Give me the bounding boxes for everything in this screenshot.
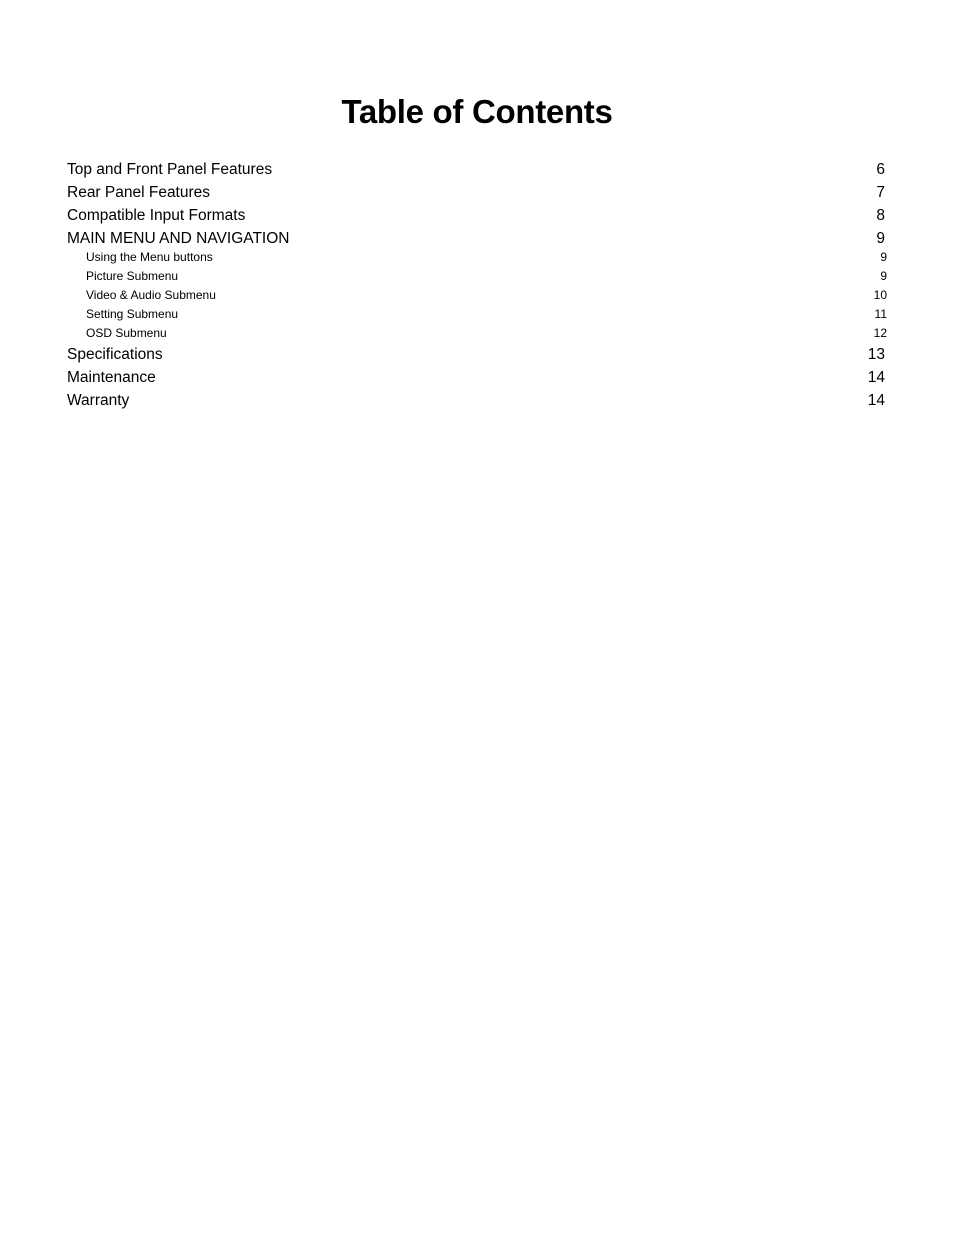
toc-entry-page-number: 11	[874, 307, 887, 321]
toc-entry-label: Using the Menu buttons	[86, 250, 213, 264]
toc-entry-warranty[interactable]	[67, 389, 885, 412]
toc-entry-label: OSD Submenu	[86, 326, 167, 340]
toc-entry-page-number: 9	[880, 269, 887, 283]
toc-entry-page-number: 12	[873, 326, 887, 340]
toc-entry-page-number: 6	[876, 161, 885, 178]
toc-entry-label: Video & Audio Submenu	[86, 288, 216, 302]
toc-entry-page-number: 10	[873, 288, 887, 302]
page-title: Table of Contents	[341, 93, 613, 130]
table-of-contents	[67, 158, 887, 412]
toc-entry-label: MAIN MENU AND NAVIGATION	[67, 230, 290, 247]
toc-entry-maintenance[interactable]	[67, 366, 885, 389]
toc-entry-label: Warranty	[67, 392, 130, 409]
toc-entry-page-number: 14	[867, 392, 885, 409]
toc-entry-compatible-input-formats[interactable]	[67, 204, 885, 227]
toc-entry-page-number: 7	[876, 184, 885, 201]
toc-entry-label: Maintenance	[67, 369, 156, 386]
toc-entry-page-number: 8	[876, 207, 885, 224]
toc-subentry-osd-submenu[interactable]	[67, 324, 887, 343]
toc-entry-label: Setting Submenu	[86, 307, 179, 321]
toc-entry-page-number: 9	[876, 230, 885, 247]
toc-subentry-picture-submenu[interactable]	[67, 267, 887, 286]
toc-subentry-video-audio-submenu[interactable]	[67, 286, 887, 305]
toc-entry-label: Rear Panel Features	[67, 184, 211, 201]
toc-entry-page-number: 14	[867, 369, 885, 386]
toc-entry-page-number: 9	[880, 250, 887, 264]
toc-entry-page-number: 13	[867, 346, 885, 363]
toc-entry-label: Picture Submenu	[86, 269, 179, 283]
toc-subentry-setting-submenu[interactable]	[67, 305, 887, 324]
toc-entry-label: Specifications	[67, 346, 163, 363]
toc-entry-label: Compatible Input Formats	[67, 207, 246, 224]
toc-entry-specifications[interactable]	[67, 343, 885, 366]
toc-entry-main-menu-and-navigation[interactable]	[67, 227, 885, 250]
toc-entry-top-and-front-panel-features[interactable]	[67, 158, 885, 181]
toc-subentry-using-the-menu-buttons[interactable]	[67, 248, 887, 267]
toc-entry-label: Top and Front Panel Features	[67, 161, 273, 178]
toc-entry-rear-panel-features[interactable]	[67, 181, 885, 204]
